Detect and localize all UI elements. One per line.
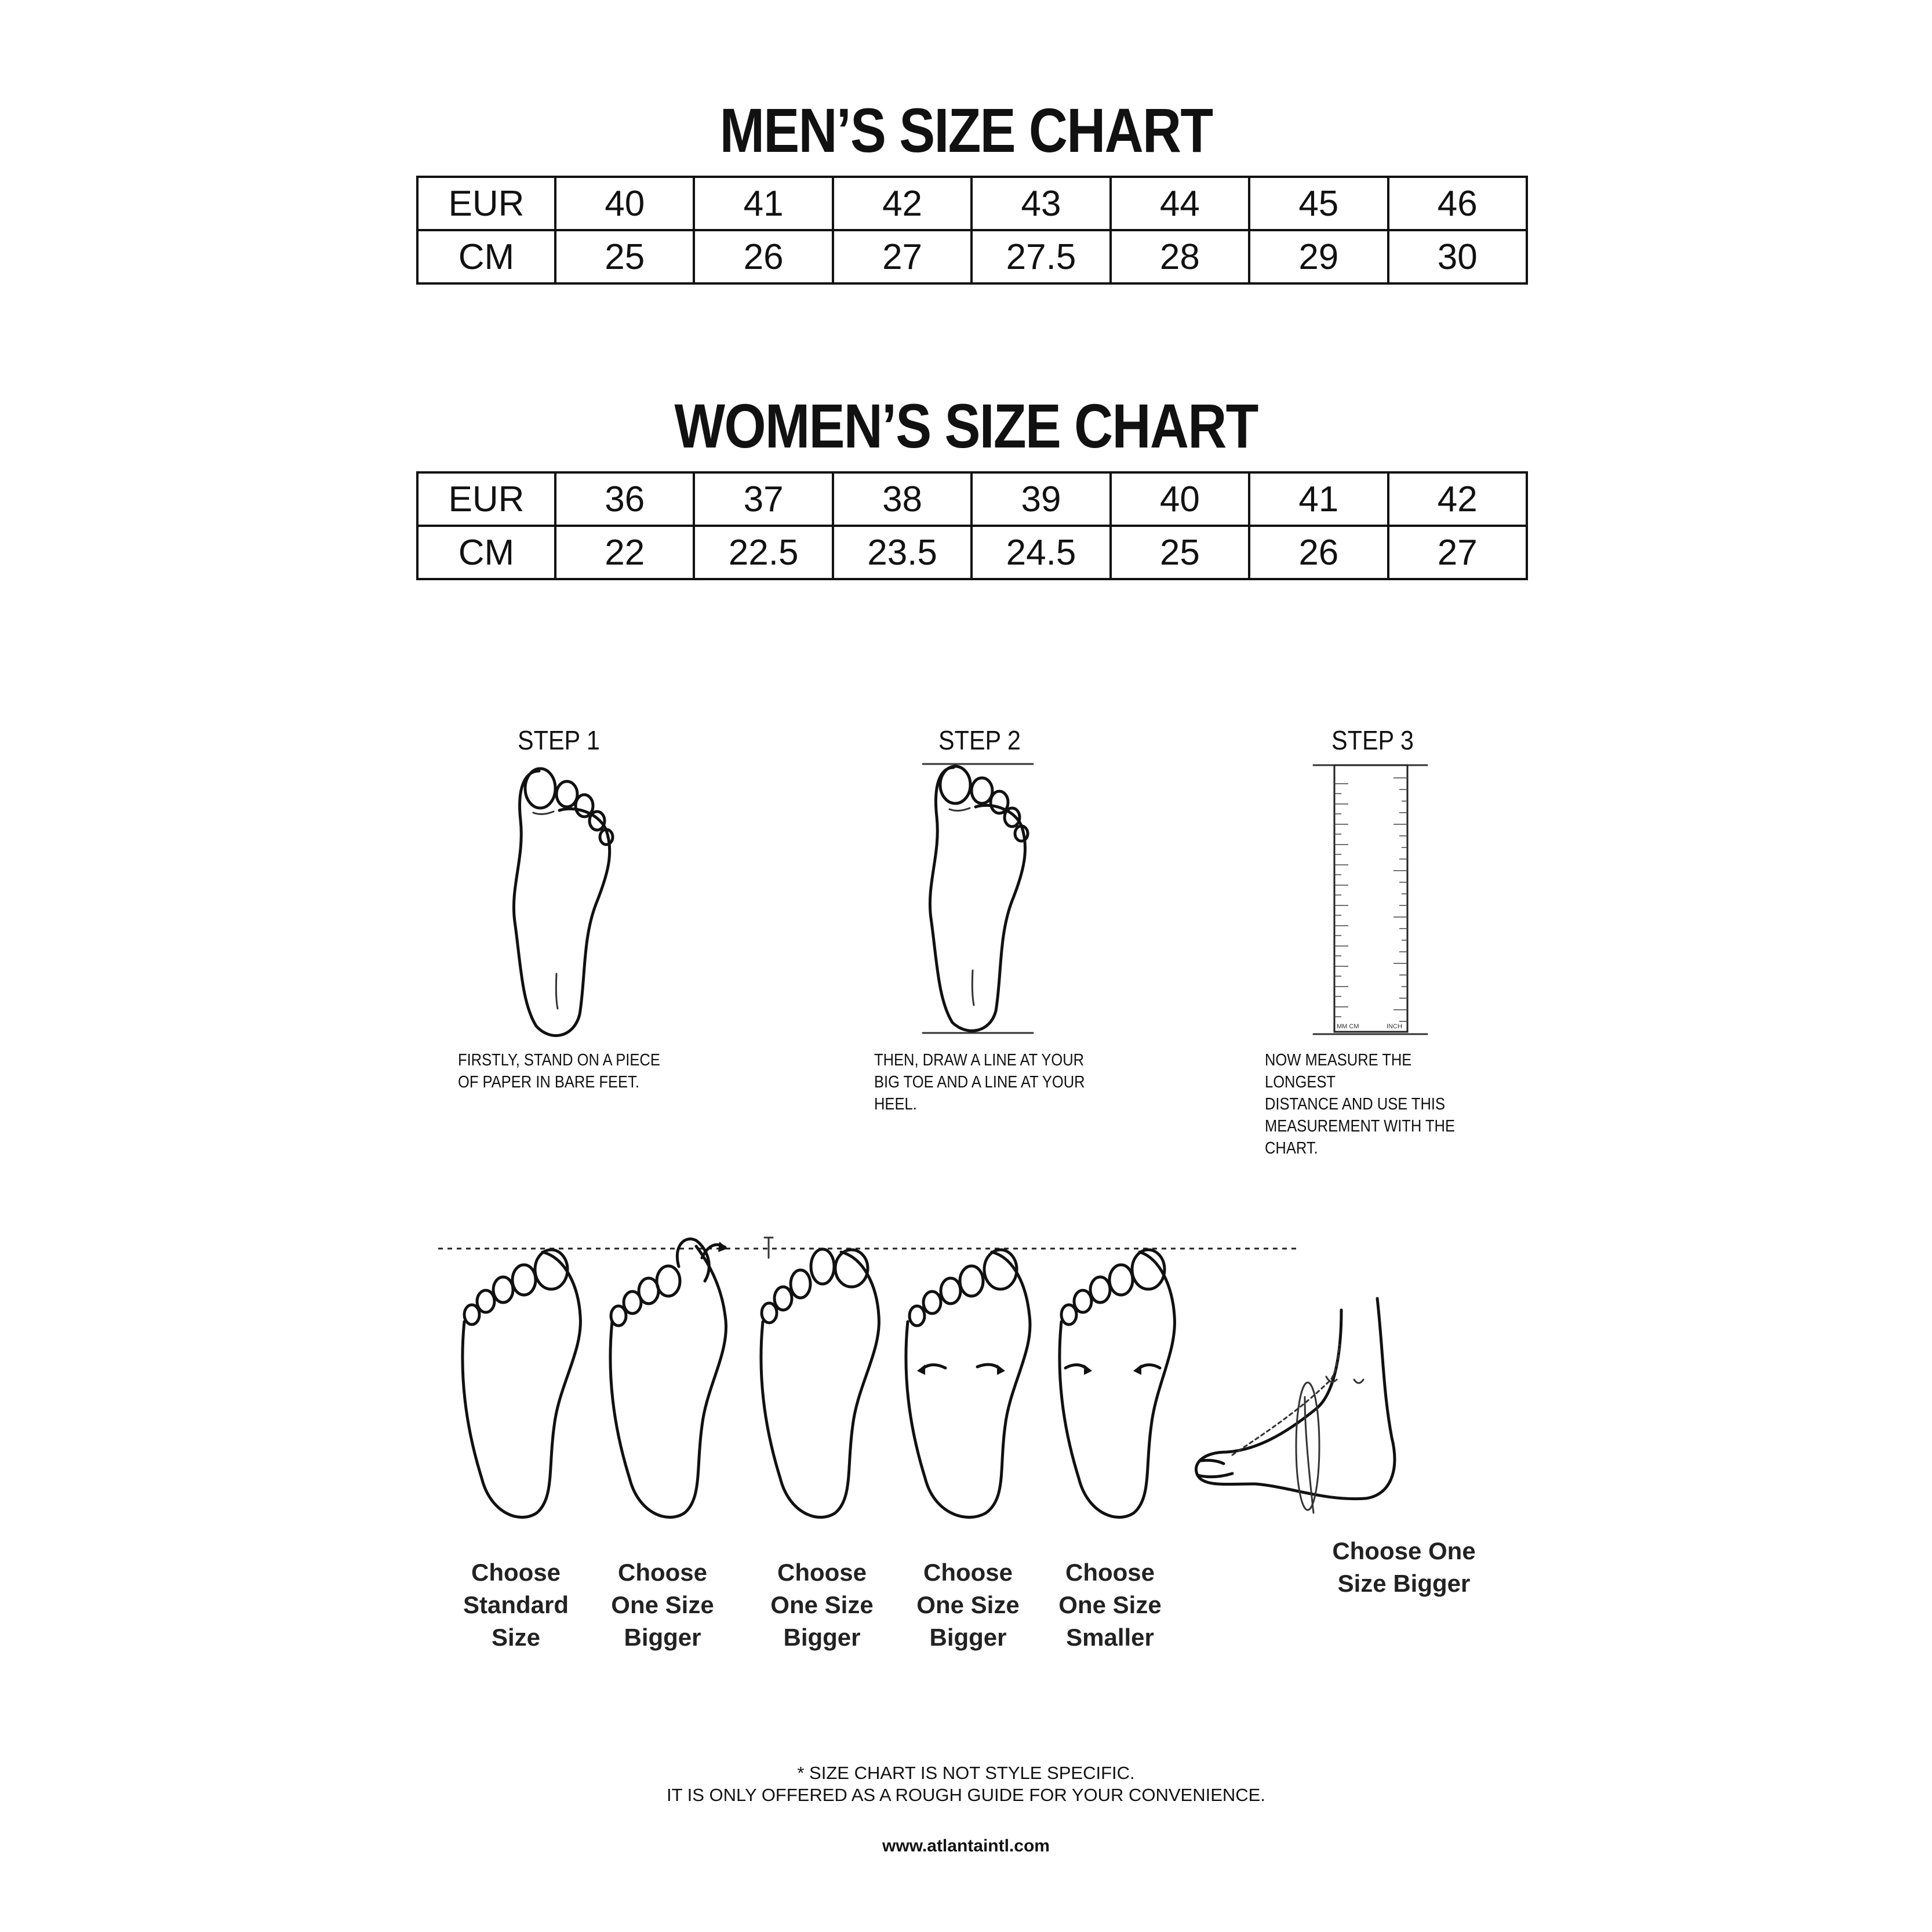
step-2-text xyxy=(874,1049,1089,1115)
mens-size-chart-title: MEN’S SIZE CHART xyxy=(719,95,1213,165)
note-line: * SIZE CHART IS NOT STYLE SPECIFIC. xyxy=(797,1763,1135,1783)
table-row xyxy=(417,526,1527,579)
foot-long-second-toe-icon xyxy=(761,1238,879,1518)
step-text-line: FIRSTLY, STAND ON A PIECE xyxy=(458,1051,660,1069)
row-label: EUR xyxy=(417,472,555,526)
ruler-inch-label: INCH xyxy=(1387,1023,1402,1030)
mens-size-table xyxy=(416,176,1528,285)
label-line: Bigger xyxy=(783,1624,861,1651)
table-cell: 26 xyxy=(694,230,832,283)
table-cell: 40 xyxy=(555,177,694,230)
foot-narrow-icon xyxy=(1060,1250,1175,1518)
label-line: Bigger xyxy=(624,1624,701,1651)
label-line: One Size xyxy=(770,1591,874,1618)
label-one-size-bigger xyxy=(893,1556,1043,1654)
womens-size-chart-title: WOMEN’S SIZE CHART xyxy=(674,391,1258,461)
row-label: CM xyxy=(417,526,555,579)
table-cell: 25 xyxy=(1111,526,1249,579)
step-text-line: MEASUREMENT WITH THE xyxy=(1265,1117,1456,1136)
table-cell: 22.5 xyxy=(694,526,832,579)
row-label: CM xyxy=(417,230,555,283)
table-cell: 24.5 xyxy=(972,526,1110,579)
label-line: Size Bigger xyxy=(1337,1570,1471,1597)
step-1-text xyxy=(458,1049,672,1093)
label-line: One Size xyxy=(916,1591,1020,1618)
label-line: Choose xyxy=(923,1559,1013,1586)
ruler-cm-label: MM CM xyxy=(1337,1023,1359,1030)
note-line: IT IS ONLY OFFERED AS A ROUGH GUIDE FOR YOUR CONVENIENCE. xyxy=(667,1785,1265,1805)
footprint-with-lines-icon xyxy=(922,759,1038,1038)
table-cell: 22 xyxy=(555,526,694,579)
step-text-line: BIG TOE AND A LINE AT YOUR xyxy=(874,1073,1085,1091)
disclaimer-note xyxy=(0,1762,1932,1806)
table-cell: 36 xyxy=(555,472,694,526)
table-cell: 38 xyxy=(833,472,972,526)
row-label: EUR xyxy=(417,177,555,230)
table-cell: 26 xyxy=(1249,526,1388,579)
table-cell: 45 xyxy=(1249,177,1388,230)
step-1-title: STEP 1 xyxy=(518,725,600,755)
table-cell: 46 xyxy=(1388,177,1527,230)
table-cell: 42 xyxy=(833,177,972,230)
label-line: One Size xyxy=(1058,1591,1162,1618)
label-line: Choose xyxy=(471,1559,561,1586)
foot-wide-icon xyxy=(906,1250,1030,1518)
label-line: Bigger xyxy=(929,1624,1007,1651)
table-cell: 44 xyxy=(1111,177,1249,230)
label-standard-size xyxy=(441,1556,591,1654)
label-line: Choose xyxy=(777,1559,867,1586)
table-cell: 29 xyxy=(1249,230,1388,283)
table-cell: 23.5 xyxy=(833,526,972,579)
step-text-line: CHART. xyxy=(1265,1139,1318,1158)
step-3-text xyxy=(1265,1049,1479,1159)
table-cell: 42 xyxy=(1388,472,1527,526)
table-cell: 43 xyxy=(972,177,1110,230)
table-cell: 25 xyxy=(555,230,694,283)
label-line: Choose xyxy=(1065,1559,1155,1586)
label-line: Choose xyxy=(617,1559,707,1586)
table-cell: 40 xyxy=(1111,472,1249,526)
table-cell: 27.5 xyxy=(972,230,1110,283)
label-line: Choose One xyxy=(1332,1537,1476,1564)
table-cell: 27 xyxy=(1388,526,1527,579)
step-text-line: OF PAPER IN BARE FEET. xyxy=(458,1073,639,1091)
step-3-title: STEP 3 xyxy=(1331,725,1414,755)
step-text-line: NOW MEASURE THE LONGEST xyxy=(1265,1051,1412,1091)
label-line: Smaller xyxy=(1066,1624,1154,1651)
label-one-size-bigger xyxy=(587,1556,738,1654)
step-text-line: THEN, DRAW A LINE AT YOUR xyxy=(874,1051,1085,1069)
table-cell: 41 xyxy=(694,177,832,230)
foot-standard-icon xyxy=(463,1250,581,1518)
foot-raised-toe-icon xyxy=(610,1239,727,1517)
table-cell: 27 xyxy=(833,230,972,283)
ruler-icon xyxy=(1314,761,1429,1039)
label-one-size-smaller xyxy=(1035,1556,1185,1654)
label-one-size-bigger xyxy=(747,1556,897,1654)
step-text-line: HEEL. xyxy=(874,1095,917,1114)
table-cell: 30 xyxy=(1388,230,1527,283)
label-line: Standard xyxy=(463,1591,569,1618)
table-cell: 37 xyxy=(694,472,832,526)
foot-high-instep-icon xyxy=(1196,1298,1395,1513)
label-line: Size xyxy=(491,1624,541,1651)
label-line: One Size xyxy=(611,1591,714,1618)
footprint-icon xyxy=(504,765,620,1038)
table-cell: 39 xyxy=(972,472,1110,526)
table-row xyxy=(417,177,1527,230)
womens-size-table xyxy=(416,471,1528,580)
table-cell: 41 xyxy=(1249,472,1388,526)
table-cell: 28 xyxy=(1111,230,1249,283)
table-row xyxy=(417,472,1527,526)
website-link[interactable]: www.atlantaintl.com xyxy=(882,1836,1050,1855)
table-row xyxy=(417,230,1527,283)
step-text-line: DISTANCE AND USE THIS xyxy=(1265,1095,1446,1114)
foot-types-illustration xyxy=(438,1235,1789,1559)
step-2-title: STEP 2 xyxy=(938,725,1021,755)
label-one-size-bigger-high-instep xyxy=(1317,1535,1491,1600)
